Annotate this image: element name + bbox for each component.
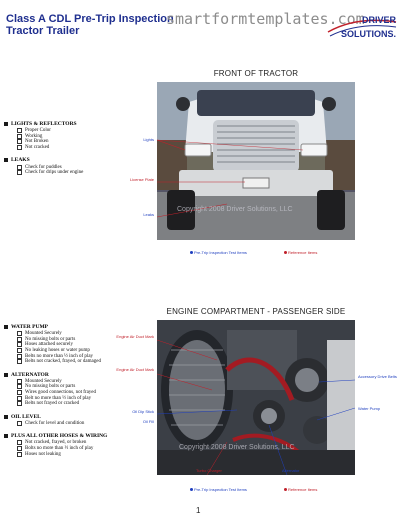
checklist-item[interactable]: Not cracked (17, 145, 154, 151)
checkbox-icon[interactable] (17, 139, 22, 144)
driver-solutions-logo (326, 12, 398, 42)
checklist-item[interactable]: Belt no more than ½ inch of play (17, 395, 154, 401)
checklist-item[interactable]: Not Broken (17, 139, 154, 145)
checkbox-icon[interactable] (17, 401, 22, 406)
callout-engine-air-duct-2: Engine Air Duct Mark (116, 367, 154, 372)
group-heading: OIL LEVEL (4, 414, 154, 420)
engine-compartment-image (157, 320, 355, 475)
checklist-item[interactable]: Wires good connections, not frayed (17, 390, 154, 396)
bullet-icon (4, 373, 8, 377)
checklist-item[interactable]: Mounted Securely (17, 379, 154, 385)
checkbox-icon[interactable] (17, 421, 22, 426)
checkbox-icon[interactable] (17, 128, 22, 133)
front-checklist (4, 121, 154, 183)
logo-text-driver: DRIVER (361, 15, 396, 25)
callout-water-pump: Water Pump (358, 406, 381, 411)
watermark: smartformtemplates.com (166, 10, 365, 28)
checkbox-icon[interactable] (17, 452, 22, 457)
checklist-group-lights (4, 121, 154, 150)
checklist-group-water-pump (4, 324, 154, 365)
checkbox-icon[interactable] (17, 170, 22, 175)
checklist-item[interactable]: Check for level and condition (17, 421, 154, 427)
blue-dot-icon (190, 251, 193, 254)
page-number: 1 (196, 506, 201, 515)
checklist-item[interactable]: Belts no more than ½ inch of play (17, 353, 154, 359)
page-subtitle: Tractor Trailer (6, 25, 80, 37)
callout-turbo-charger: Turbo Charger (196, 468, 222, 473)
callout-alternator: Alternator (282, 468, 300, 473)
checkbox-icon[interactable] (17, 359, 22, 364)
callout-oil-fill: Oil Fill (142, 419, 154, 424)
engine-legend-test-items: Pre-Trip Inspection Test Items (190, 487, 247, 492)
bullet-icon (4, 158, 8, 162)
checklist-item[interactable]: No missing bolts or parts (17, 384, 154, 390)
checkbox-icon[interactable] (17, 390, 22, 395)
bullet-icon (4, 434, 8, 438)
bullet-icon (4, 325, 8, 329)
checklist-item[interactable]: Not cracked, frayed, or broken (17, 440, 154, 446)
bullet-icon (4, 415, 8, 419)
front-copyright: Copyright 2008 Driver Solutions, LLC (177, 206, 293, 213)
checklist-item[interactable]: Check for drips under engine (17, 170, 154, 176)
checkbox-icon[interactable] (17, 440, 22, 445)
checkbox-icon[interactable] (17, 165, 22, 170)
engine-photo (157, 320, 355, 475)
group-heading: LIGHTS & REFLECTORS (4, 121, 154, 127)
red-dot-icon (284, 251, 287, 254)
group-heading: LEAKS (4, 157, 154, 163)
logo-text-solutions: SOLUTIONS. (340, 29, 396, 39)
callout-oil-dip-stick: Oil Dip Stick (132, 409, 154, 414)
checklist-group-alternator (4, 372, 154, 407)
callout-lights: Lights (143, 137, 154, 142)
checklist-item[interactable]: Hoses not leaking (17, 451, 154, 457)
group-heading: PLUS ALL OTHER HOSES & WIRING (4, 433, 154, 439)
checklist-item[interactable]: Check for puddles (17, 164, 154, 170)
checklist-item[interactable]: Proper Color (17, 128, 154, 134)
callout-leaks: Leaks (143, 212, 154, 217)
bullet-icon (4, 122, 8, 126)
checkbox-icon[interactable] (17, 384, 22, 389)
checklist-item[interactable]: Working (17, 134, 154, 140)
engine-section-title: ENGINE COMPARTMENT - PASSENGER SIDE (166, 307, 346, 316)
front-section-title: FRONT OF TRACTOR (213, 69, 299, 78)
blue-dot-icon (190, 488, 193, 491)
checklist-item[interactable]: No leaking hoses or water pump (17, 348, 154, 354)
checkbox-icon[interactable] (17, 337, 22, 342)
checkbox-icon[interactable] (17, 354, 22, 359)
checkbox-icon[interactable] (17, 134, 22, 139)
checkbox-icon[interactable] (17, 145, 22, 150)
engine-copyright: Copyright 2008 Driver Solutions, LLC (179, 444, 295, 451)
page-header (0, 0, 403, 46)
checkbox-icon[interactable] (17, 348, 22, 353)
checkbox-icon[interactable] (17, 446, 22, 451)
front-tractor-photo (157, 82, 355, 240)
engine-legend-reference-items: Reference Items (284, 487, 317, 492)
callout-accessory-drive-belts: Accessory Drive Belts (358, 374, 397, 379)
checklist-group-oil-level (4, 414, 154, 427)
checklist-group-leaks (4, 157, 154, 175)
front-legend-reference-items: Reference Items (284, 250, 317, 255)
checklist-item[interactable]: Belts not frayed or cracked (17, 401, 154, 407)
checkbox-icon[interactable] (17, 331, 22, 336)
checklist-item[interactable]: Mounted Securely (17, 331, 154, 337)
checklist-item[interactable]: Hoses attached securely (17, 342, 154, 348)
checkbox-icon[interactable] (17, 396, 22, 401)
callout-license-plate: License Plate (129, 177, 154, 182)
checkbox-icon[interactable] (17, 342, 22, 347)
checklist-item[interactable]: Belts not cracked, frayed, or damaged (17, 359, 154, 365)
callout-engine-air-duct-1: Engine Air Duct Mark (116, 334, 154, 339)
checklist-item[interactable]: Bolts no more than ½ inch of play (17, 446, 154, 452)
front-legend-test-items: Pre-Trip Inspection Test Items (190, 250, 247, 255)
checklist-group-hoses-wiring (4, 433, 154, 457)
engine-checklist (4, 324, 154, 464)
group-heading: ALTERNATOR (4, 372, 154, 378)
checklist-item[interactable]: No missing bolts or parts (17, 337, 154, 343)
truck-front-image (157, 82, 355, 240)
red-dot-icon (284, 488, 287, 491)
group-heading: WATER PUMP (4, 324, 154, 330)
page-title: Class A CDL Pre-Trip Inspection (6, 13, 174, 25)
checkbox-icon[interactable] (17, 379, 22, 384)
